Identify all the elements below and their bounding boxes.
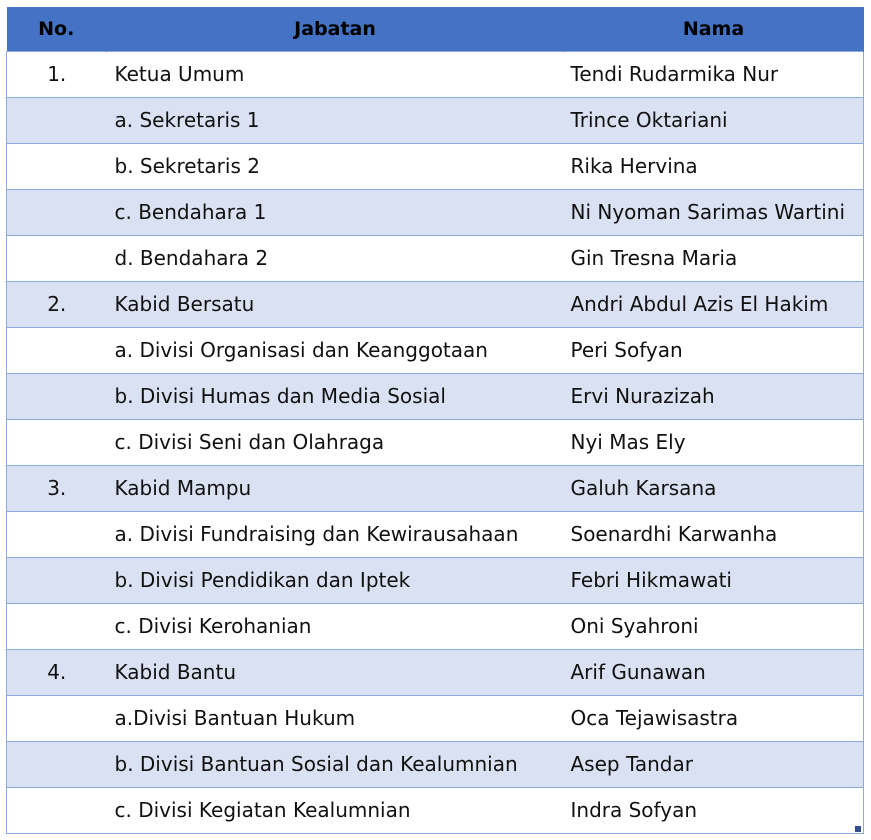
table-row	[7, 511, 864, 557]
table-body	[7, 51, 864, 833]
cell-jabatan: a. Divisi Fundraising dan Kewirausahaan	[107, 511, 564, 557]
table-row	[7, 235, 864, 281]
table-row	[7, 281, 864, 327]
cell-jabatan: d. Bendahara 2	[107, 235, 564, 281]
cell-no	[7, 741, 107, 787]
cell-no	[7, 327, 107, 373]
cell-jabatan: c. Divisi Kegiatan Kealumnian	[107, 787, 564, 833]
cell-nama: Nyi Mas Ely	[564, 419, 864, 465]
cell-jabatan: b. Divisi Humas dan Media Sosial	[107, 373, 564, 419]
cell-jabatan: c. Divisi Seni dan Olahraga	[107, 419, 564, 465]
cell-nama: Ervi Nurazizah	[564, 373, 864, 419]
table-row	[7, 143, 864, 189]
cell-no	[7, 787, 107, 833]
cell-no	[7, 603, 107, 649]
cell-no: 4.	[7, 649, 107, 695]
table-row	[7, 741, 864, 787]
table-row	[7, 695, 864, 741]
cell-nama: Gin Tresna Maria	[564, 235, 864, 281]
cell-nama: Oca Tejawisastra	[564, 695, 864, 741]
cell-no	[7, 235, 107, 281]
cell-no: 3.	[7, 465, 107, 511]
cell-no	[7, 695, 107, 741]
header-no: No.	[7, 7, 107, 51]
cell-no	[7, 143, 107, 189]
cell-nama: Andri Abdul Azis El Hakim	[564, 281, 864, 327]
cell-no	[7, 511, 107, 557]
table-row	[7, 97, 864, 143]
cell-nama: Soenardhi Karwanha	[564, 511, 864, 557]
cell-nama: Febri Hikmawati	[564, 557, 864, 603]
cell-no	[7, 97, 107, 143]
table-header-row	[7, 7, 864, 51]
cell-no	[7, 557, 107, 603]
cell-jabatan: b. Sekretaris 2	[107, 143, 564, 189]
cell-nama: Peri Sofyan	[564, 327, 864, 373]
cell-jabatan: Kabid Mampu	[107, 465, 564, 511]
table-row	[7, 557, 864, 603]
cell-nama: Tendi Rudarmika Nur	[564, 51, 864, 97]
table-row	[7, 51, 864, 97]
cell-nama: Arif Gunawan	[564, 649, 864, 695]
organization-table-container	[6, 7, 863, 834]
cell-jabatan: Ketua Umum	[107, 51, 564, 97]
cell-nama: Oni Syahroni	[564, 603, 864, 649]
cell-jabatan: b. Divisi Pendidikan dan Iptek	[107, 557, 564, 603]
table-row	[7, 603, 864, 649]
cell-jabatan: Kabid Bantu	[107, 649, 564, 695]
cell-nama: Rika Hervina	[564, 143, 864, 189]
header-nama: Nama	[564, 7, 864, 51]
cell-nama: Galuh Karsana	[564, 465, 864, 511]
cell-jabatan: Kabid Bersatu	[107, 281, 564, 327]
cell-nama: Trince Oktariani	[564, 97, 864, 143]
cell-nama: Indra Sofyan	[564, 787, 864, 833]
cell-no	[7, 189, 107, 235]
cell-no	[7, 373, 107, 419]
cell-jabatan: b. Divisi Bantuan Sosial dan Kealumnian	[107, 741, 564, 787]
organization-table	[6, 7, 864, 834]
cell-no	[7, 419, 107, 465]
table-resize-handle[interactable]	[855, 826, 861, 832]
cell-jabatan: c. Divisi Kerohanian	[107, 603, 564, 649]
cell-jabatan: c. Bendahara 1	[107, 189, 564, 235]
cell-nama: Ni Nyoman Sarimas Wartini	[564, 189, 864, 235]
table-row	[7, 465, 864, 511]
table-row	[7, 787, 864, 833]
cell-jabatan: a. Sekretaris 1	[107, 97, 564, 143]
cell-nama: Asep Tandar	[564, 741, 864, 787]
header-jabatan: Jabatan	[107, 7, 564, 51]
cell-jabatan: a.Divisi Bantuan Hukum	[107, 695, 564, 741]
table-row	[7, 373, 864, 419]
table-row	[7, 189, 864, 235]
table-row	[7, 419, 864, 465]
cell-no: 1.	[7, 51, 107, 97]
cell-jabatan: a. Divisi Organisasi dan Keanggotaan	[107, 327, 564, 373]
table-row	[7, 327, 864, 373]
cell-no: 2.	[7, 281, 107, 327]
table-row	[7, 649, 864, 695]
